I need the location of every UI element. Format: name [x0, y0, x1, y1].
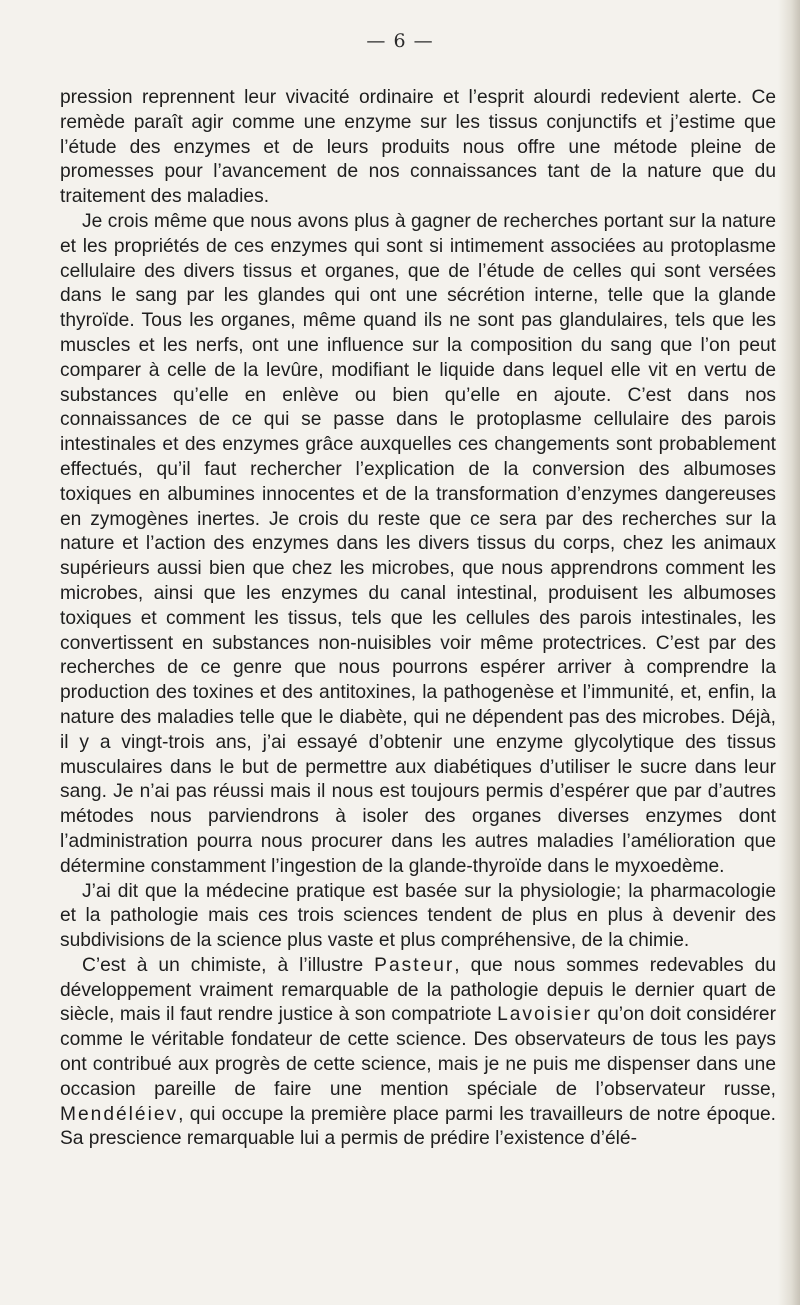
paragraph-4-part-1: C’est à un chimiste, à l’illustre [82, 954, 375, 976]
paragraph-4-part-2: , que nous sommes redevables du développement vraiment remarquable de la pathologie depuis le dernier quart de siècle, mais il faut rendre justice à son compatriote [60, 954, 776, 1026]
paragraph-4-part-3: qu’on doit considérer comme le véritable fondateur de cette science. Des observateurs de tous les pays ont contribué aux progrès de cette science, mais je ne puis me dispenser dans une occasion pareille de faire une mention spéciale de l’observateur russe, [60, 1004, 776, 1100]
body-text [60, 86, 776, 1152]
paragraph-4-part-4: , qui occupe la première place parmi les travailleurs de notre époque. Sa prescience remarquable lui a permis de prédire l’existence d’élé- [60, 1103, 776, 1150]
paragraph-1: pression reprennent leur vivacité ordinaire et l’esprit alourdi redevient alerte. Ce remède paraît agir comme une enzyme sur les tissus conjunctifs et j’estime que l’étude des enzymes et de leurs produits nous offre une métode pleine de promesses pour l’avancement de nos connaissances tant de la nature que du traitement des maladies. [60, 87, 776, 208]
paragraph-3: J’ai dit que la médecine pratique est basée sur la physiologie; la pharmacologie et la pathologie mais ces trois sciences tendent de plus en plus à devenir des subdivisions de la science plus vaste et plus compréhensive, de la chimie. [60, 880, 776, 952]
name-lavoisier: Lavoisier [497, 1004, 592, 1026]
page-number-header: — 6 — [366, 30, 434, 52]
page-edge-shadow [778, 0, 800, 1305]
name-mendeleiev: Mendéléiev [60, 1103, 179, 1125]
name-pasteur: Pasteur [374, 954, 455, 976]
paragraph-4 [60, 954, 776, 1152]
paragraph-2: Je crois même que nous avons plus à gagner de recherches portant sur la nature et les propriétés de ces enzymes qui sont si intimement associées au protoplasme cellulaire des divers tissus et organes, que de l’étude de celles qui sont versées dans le sang par les glandes qui ont une sécrétion interne, telle que la glande thyroïde. Tous les organes, même quand ils ne sont pas glandulaires, tels que les muscles et les nerfs, ont une influence sur la composition du sang que l’on peut comparer à celle de la levûre, modifiant le liquide dans lequel elle vit en vertu de substances qu’elle en enlève ou bien qu’elle en ajoute. C’est dans nos connaissances de ce qui se passe dans le protoplasme cellulaire des parois intestinales et des enzymes grâce auxquelles ces changements sont probablement effectués, qu’il faut rechercher l’explication de la conversion des albumoses toxiques en albumines innocentes et de la transformation d’enzymes dangereuses en zymogènes inertes. Je crois du reste que ce sera par des recherches sur la nature et l’action des enzymes dans les divers tissus du corps, chez les animaux supérieurs aussi bien que chez les microbes, que nous apprendrons comment les microbes, ainsi que les enzymes du canal intestinal, produisent les albumoses toxiques et comment les tissus, tels que les cellules des parois intestinales, les convertissent en substances non-nuisibles voir même protectrices. C’est par des recherches de ce genre que nous pourrons espérer arriver à comprendre la production des toxines et des antitoxines, la pathogenèse et l’immunité, et, enfin, la nature des maladies telle que le diabète, qui ne dépendent pas des microbes. Déjà, il y a vingt-trois ans, j’ai essayé d’obtenir une enzyme glycolytique des tissus musculaires dans le but de permettre aux diabétiques d’utiliser le sucre dans leur sang. Je n’ai pas réussi mais il nous est toujours permis d’espérer que par d’autres métodes nous parviendrons à isoler des organes diverses enzymes dont l’administration pourra nous procurer dans les autres maladies l’amélioration que détermine constamment l’ingestion de la glande-thyroïde dans le myxoedème. [60, 210, 776, 877]
